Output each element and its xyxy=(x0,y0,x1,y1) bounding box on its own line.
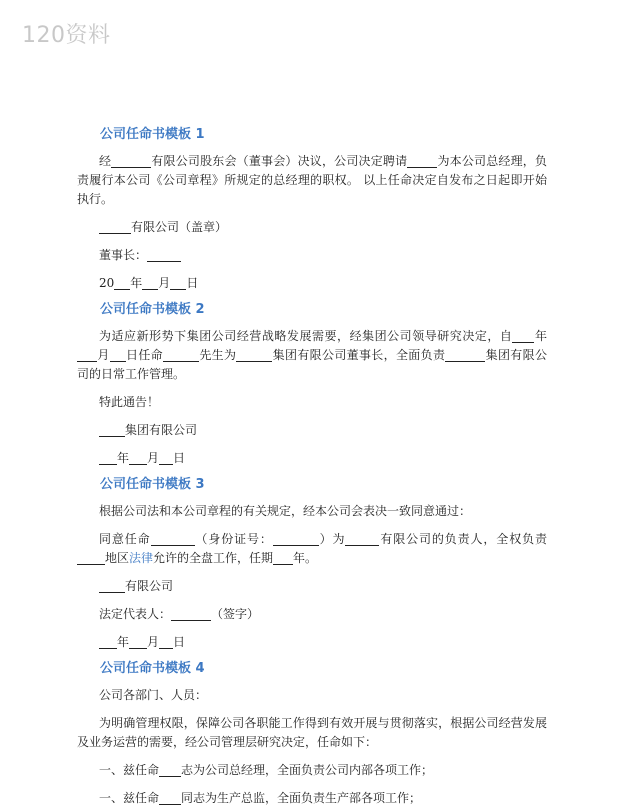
section-2-paragraph: 为适应新形势下集团公司经营战略发展需要，经集团公司领导研究决定，自 年月 日任命 先生为 集团有限公司董事长，全面负责 集团有限公司的日常工作管理。 xyxy=(77,329,547,381)
section-title-2: 公司任命书模板 2 xyxy=(100,302,205,317)
document-body xyxy=(77,124,547,808)
section-3-representative: 法定代表人： （签字） xyxy=(99,607,260,621)
watermark-logo: 120资料 xyxy=(22,23,111,48)
section-3-date: 年 月 日 xyxy=(77,633,547,652)
section-3-company: 有限公司 xyxy=(77,577,547,596)
section-3-paragraph-2: 同意任命 （身份证号： ）为 有限公司的负责人，全权负责地区法律允许的全盘工作，任期 年。 xyxy=(77,530,547,568)
section-1-chairman: 董事长： xyxy=(77,246,547,265)
section-title-3: 公司任命书模板 3 xyxy=(100,477,205,492)
section-2-company: 集团有限公司 xyxy=(77,421,547,440)
law-link[interactable]: 法律 xyxy=(129,551,154,565)
section-2-notice: 特此通告！ xyxy=(99,395,160,409)
section-4-item-2: 一、兹任命 同志为生产总监，全面负责生产部各项工作； xyxy=(99,791,422,805)
section-4-item-1: 一、兹任命 志为公司总经理，全面负责公司内部各项工作； xyxy=(99,763,434,777)
section-4-greeting: 公司各部门、人员： xyxy=(99,688,208,702)
section-1-company: 有限公司（盖章） xyxy=(77,218,547,237)
section-2-date: 年 月 日 xyxy=(77,449,547,468)
section-1-date: 20 年 月 日 xyxy=(99,276,199,290)
section-title-4: 公司任命书模板 4 xyxy=(100,661,205,676)
section-1-paragraph: 经 有限公司股东会（董事会）决议，公司决定聘请 为本公司总经理，负责履行本公司《公司章程》所规定的总经理的职权。 以上任命决定自发布之日起即开始执行。 xyxy=(77,154,547,206)
section-title-1: 公司任命书模板 1 xyxy=(100,127,205,142)
section-4-paragraph: 为明确管理权限，保障公司各职能工作得到有效开展与贯彻落实，根据公司经营发展及业务运营的需要，经公司管理层研究决定，任命如下： xyxy=(77,716,547,749)
section-3-paragraph-1: 根据公司法和本公司章程的有关规定，经本公司会表决一致同意通过： xyxy=(99,504,472,518)
